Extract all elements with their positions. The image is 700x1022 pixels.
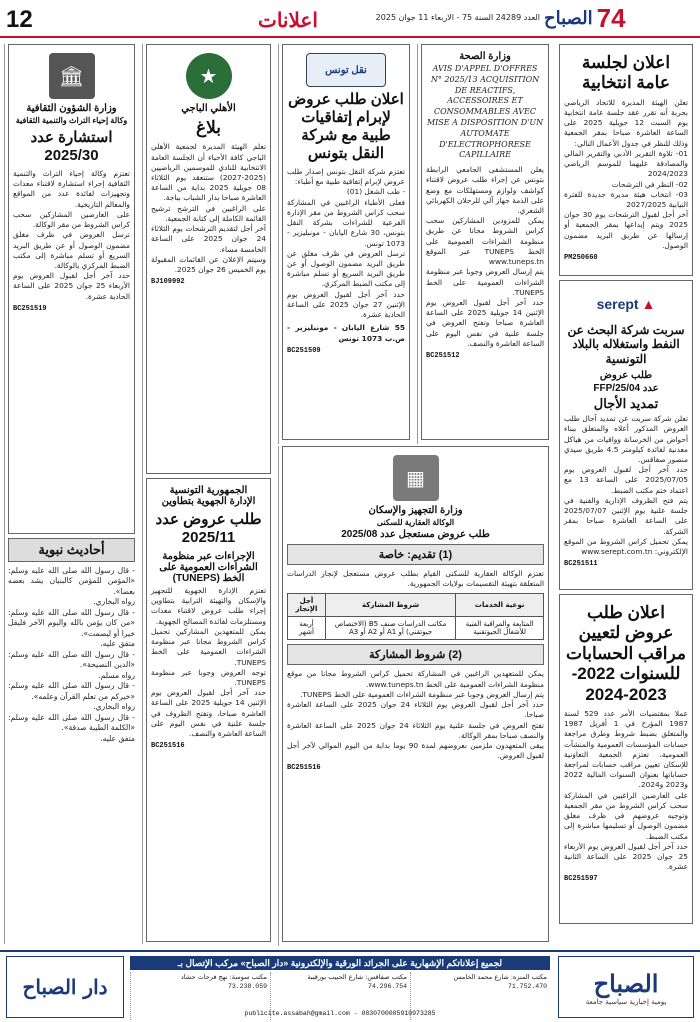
ministry-name: وزارة الصحة xyxy=(459,51,511,62)
section-heading: (1) تقديم: خاصة xyxy=(287,544,544,565)
ad-french-title: AVIS D'APPEL D'OFFRES N° 2025/13 ACQUISITION DE REACTIFS, ACCESSOIRES ET CONSOMMABLES AVEC MISE A DISPOSITION D'UN AUTOMATE D'ELECTROPHORESE CAPILLAIRE xyxy=(426,64,544,160)
office-name: مكتب المنزه: شارع محمد الخامس xyxy=(453,973,547,981)
logo-word: الصباح xyxy=(544,7,593,29)
footer-logo-dar[interactable]: دار الصباح xyxy=(6,956,124,1018)
column-5 xyxy=(4,44,138,944)
agency-name: الوكالة العقارية للسكنى xyxy=(376,518,455,527)
newspaper-logo[interactable] xyxy=(544,2,694,34)
hadith-heading: أحاديث نبوية xyxy=(8,538,135,562)
hadith-body: - قال رسول الله صلى الله عليه وسلم: «المؤمن للمؤمن كالبنيان يشد بعضه بعضا». رواه البخاري. - قال رسول الله صلى الله عليه وسلم: «من كان يؤمن بالله واليوم الآخر فليقل خيرا أو ليصمت». متفق عليه. - قال رسول الله صلى الله عليه وسلم: «الدين النصيحة». رواه مسلم. - قال رسول الله صلى الله عليه وسلم: «خيركم من تعلم القرآن وعلمه». رواه البخاري. - قال رسول الله صلى الله عليه وسلم: «الكلمة الطيبة صدقة». متفق عليه. xyxy=(8,566,135,743)
ad-body: تعتزم شركة النقل بتونس إصدار طلب عروض لإبرام إتفاقية طبية مع أطباء: - طب الشغل (01) فعلى الأطباء الراغبين في المشاركة سحب كراس الشروط من مقر الإدارة الفرعية للشراءات بشركة النقل بتونس، 30 شارع اليابان - مونبليزير - 1073 تونس. ترسل العروض في ظرف مغلق عن طريق البريد مضمون الوصول أو عن طريق البريد السريع أو تسلم مباشرة إلى مكتب الضبط المركزي. حدد آخر أجل لقبول العروض يوم الإثنين 27 جوان 2025 على الساعة الحادية عشرة. xyxy=(287,167,405,320)
transtu-logo: نقل تونس xyxy=(306,53,386,87)
office-name: مكتب سوسة: نهج فرحات حشاد xyxy=(180,973,267,981)
ministry-emblem-icon: 🏛 xyxy=(49,53,95,99)
ad-title: اعلان طلب عروض لإبرام إتفاقيات طبية مع شركة النقل بتونس xyxy=(288,91,404,162)
serept-logo: ▲ serept xyxy=(596,296,656,312)
ad-ref: BC251516 xyxy=(287,764,321,773)
ad-title: اعلان طلب عروض لتعيين مراقب الحسابات للسنوات 2022-2023-2024 xyxy=(566,603,686,704)
ministry-name: وزارة الشؤون الثقافية xyxy=(26,103,117,114)
ad-ref: BC251511 xyxy=(564,560,598,569)
table-cell: أربعة أشهر xyxy=(288,617,326,640)
logo-number: 74 xyxy=(596,2,626,33)
ad-title: طلب عروض عدد 2025/11 xyxy=(155,511,262,546)
column-1 xyxy=(556,44,696,944)
ad-body: يعلن المستشفى الجامعي الرابطة بتونس عن إجراء طلب عروض لاقتناء كواشف ولوازم ومستهلكات مع وضع على الذمة جهاز آلي للرحلان الكهربائي الشعري. يمكن للمزودين المشاركين سحب كراس الشروط مجانا عن طريق منظومة الشراءات العمومية على الخط TUNEPS عبر الموقع www.tuneps.tn يتم إرسال العروض وجوبا عبر منظومة الشراءات العمومية على الخط TUNEPS. حدد آخر أجل لقبول العروض يوم الإثنين 14 جويلية 2025 على الساعة العاشرة صباحا وتفتح العروض في جلسة علنية في نفس اليوم على الساعة العاشرة والنصف. xyxy=(426,165,544,348)
ad-body: تعلن شركة سربت عن تمديد آجال طلب العروض المذكور أعلاه والمتعلق ببناء أحواض من الخرسانة وواقيات من هياكل معدنية لفائدة كيلومتر 4.5 طريق سيدي منصور صفاقس. حدد آخر أجل لقبول العروض يوم 2025/07/05 على الساعة 13 مع اعتماد ختم مكتب الضبط. يتم فتح الظروف الإدارية والفنية في جلسة علنية يوم الإثنين 2025/07/07 على الساعة العاشرة صباحا بمقر الشركة. يمكن تحميل كراس الشروط من الموقع الإلكتروني: www.serept.com.tn xyxy=(564,414,688,557)
page-footer xyxy=(0,950,700,1022)
club-crest-icon: ★ xyxy=(186,53,232,99)
office-phone[interactable]: 74.296.754 xyxy=(367,983,407,991)
ad-ref: PM250660 xyxy=(564,254,598,263)
footer-banner: لجميع إعلاناتكم الإشهارية على الجرائد الورقية والإلكترونية «دار الصباح» مركب الإتصال بـ xyxy=(130,956,550,970)
ad-transtu xyxy=(282,44,410,440)
table-cell: مكاتب الدراسات صنف B5 (الاختصاص جيوتقني) أو A1 أو A2 أو A3 xyxy=(325,617,455,640)
ad-intro: تعتزم الوكالة العقارية للسكنى القيام بطلب عروض مستعجل لإنجاز الدراسات المتعلقة بتهيئة التقسيمات بولايات الجمهورية. xyxy=(287,569,544,589)
ad-club xyxy=(146,44,271,474)
ad-ref: BC251509 xyxy=(287,346,321,355)
agency-logo-icon: ▦ xyxy=(393,455,439,501)
ad-serept xyxy=(559,280,693,590)
ad-general-assembly xyxy=(559,44,693,276)
table-row xyxy=(288,617,544,640)
ad-sub: تمديد الأجال xyxy=(593,396,659,412)
ad-housing-agency xyxy=(278,446,552,946)
ad-auditor xyxy=(559,594,693,924)
club-name: الأهلي الباجي xyxy=(181,103,236,114)
ad-ref: BC251597 xyxy=(564,875,598,884)
dateline: العدد 24289 السنة 75 - الاربعاء 11 جوان 2025 xyxy=(375,13,540,22)
services-table xyxy=(287,593,544,640)
column-4 xyxy=(142,44,274,944)
ad-ref: BC251516 xyxy=(151,742,185,751)
ad-ref: BC251512 xyxy=(426,352,460,361)
office-phone[interactable]: 71.752.470 xyxy=(507,983,547,991)
ad-head: الجمهورية التونسية الإدارة الجهوية بتطاوين xyxy=(161,485,256,507)
table-header: شروط المشاركة xyxy=(325,594,455,617)
column-3 xyxy=(278,44,413,444)
ad-title: سربت شركة البحث عن النفط واستغلاله بالبلاد التونسية xyxy=(567,323,685,366)
column-2 xyxy=(417,44,552,444)
flame-icon: ▲ xyxy=(641,296,656,312)
table-header: أجل الإنجاز xyxy=(288,594,326,617)
section-title: اعلانات xyxy=(258,10,318,32)
office-phone[interactable]: 73.238.059 xyxy=(227,983,267,991)
ad-sub: الإجراءات عبر منظومة الشراءات العمومية على الخط (TUNEPS) xyxy=(159,551,258,584)
ad-sub: عدد FFP/25/04 xyxy=(593,383,659,395)
ad-body: تعتزم الإدارة الجهوية للتجهيز والإسكان والتهيئة الترابية بتطاوين إجراء طلب عروض لاقتناء معدات ومستلزمات لفائدة المصالح الجهوية. يمكن للمتعهدين المشاركين تحميل كراس الشروط مجانا عبر منظومة الشراءات العمومية على الخط TUNEPS. توجه العروض وجوبا عبر منظومة TUNEPS. حدد آخر أجل لقبول العروض يوم الإثنين 14 جويلية 2025 على الساعة العاشرة صباحا، وتفتح الظروف في جلسة علنية في نفس اليوم على الساعة العاشرة والنصف. xyxy=(151,586,266,739)
footer-logo-assabah[interactable]: الصباح يومية إخبارية سياسية جامعة xyxy=(558,956,694,1018)
ad-title: بلاغ xyxy=(195,118,222,137)
ad-body: تعتزم وكالة إحياء التراث والتنمية الثقافية إجراء استشارة لاقتناء معدات وتجهيزات لفائدة عدد من المواقع والمعالم التاريخية. على العارضين المشاركين سحب كراس الشروط من مقر الوكالة. ترسل العروض في ظرف مغلق مضمون الوصول أو عن طريق البريد السريع أو تسلم مباشرة إلى مكتب الضبط المركزي بالوكالة. حدد آخر أجل لقبول العروض يوم الأربعاء 25 جوان 2025 على الساعة الحادية عشرة. xyxy=(13,169,130,301)
ad-tataouine xyxy=(146,478,271,942)
ad-culture xyxy=(8,44,135,534)
office-name: مكتب صفاقس: شارع الحبيب بورقيبة xyxy=(307,973,407,981)
ad-sub: وكالة إحياء التراث والتنمية الثقافية xyxy=(15,116,128,125)
ad-hospital xyxy=(421,44,549,440)
ad-title: طلب عروض مستعجل عدد 2025/08 xyxy=(341,529,490,540)
ad-body: تعلم الهيئة المديرة لجمعية الأهلي الباجي كافة الأحباء أن الجلسة العامة الانتخابية للنادي للموسمين الرياضيين (2025-2027) ستنعقد يوم الثلاثاء 08 جويلية 2025 بداية من الساعة العاشرة صباحا بدار الشباب بباجة. على الراغبين في الترشح ترشيح القائمة الكاملة إلى كتابة الجمعية. آخر أجل لتقديم الترشحات يوم الثلاثاء 24 جوان 2025 على الساعة الخامسة مساء. وسيتم الإعلان عن القائمات المقبولة يوم الخميس 26 جوان 2025. xyxy=(151,142,266,275)
page-header xyxy=(0,0,700,38)
ad-sub: طلب عروض xyxy=(599,370,653,382)
table-cell: المتابعة والمراقبة الفنية للأشغال الجيوتقنية xyxy=(456,617,544,640)
page-number: 12 xyxy=(6,6,33,33)
ad-ref: BC251519 xyxy=(13,304,47,313)
ad-ref: BJ109992 xyxy=(151,278,185,287)
ad-address: 55 شارع اليابان - مونبليزير - ص.ب 1073 تونس xyxy=(287,323,405,343)
ad-body: عملا بمقتضيات الأمر عدد 529 لسنة 1987 المؤرخ في 1 أفريل 1987 والمتعلق بضبط شروط وطرق مراجعة حسابات المؤسسات العمومية والمنشآت العمومية، تعتزم الجمعية التعاونية للإسكان تعيين مراقب حسابات لمراجعة حساباتها بعنوان السنوات المالية 2022 و2023 و2024. على العارضين الراغبين في المشاركة سحب كراس الشروط من مقر الجمعية وتوجيه عروضهم في ظرف مغلق مضمون الوصول أو تسليمها مباشرة إلى مكتب الضبط. حدد آخر أجل لقبول العروض يوم الأربعاء 25 جوان 2025 على الساعة الثانية عشرة. xyxy=(564,708,688,872)
ad-title: استشارة عدد 2025/30 xyxy=(30,129,113,164)
table-header: نوعية الخدمات xyxy=(456,594,544,617)
section-heading: (2) شروط المشاركة xyxy=(287,644,544,665)
ad-body: تعلن الهيئة المديرة للاتحاد الرياضي بجربة أنه تقرر عقد جلسة عامة انتخابية يوم السبت 12 جويلية 2025 على الساعة العاشرة صباحا بمقر الجمعية وذلك للنظر في جدول الأعمال التالي: 01- تلاوة التقرير الأدبي والتقرير المالي والمصادقة عليهما للموسم الرياضي 2024/2023 02- النظر في الترشحات 03- انتخاب هيئة مديرة جديدة للفترة النيابية 2027/2025 آخر أجل لقبول الترشحات يوم 30 جوان 2025 ويتم إيداعها بمقر الجمعية أو إرسالها عن طريق البريد مضمون الوصول. xyxy=(564,97,689,250)
ministry-name: وزارة التجهيز والإسكان xyxy=(368,505,463,516)
ad-body: يمكن للمتعهدين الراغبين في المشاركة تحميل كراس الشروط مجانا من موقع منظومة الشراءات العمومية على الخط www.tuneps.tn. يتم إرسال العروض وجوبا عبر منظومة الشراءات العمومية على الخط TUNEPS. حدد آخر أجل لقبول العروض يوم الثلاثاء 24 جوان 2025 على الساعة العاشرة صباحا. تفتح العروض في جلسة علنية يوم الثلاثاء 24 جوان 2025 على الساعة العاشرة والنصف صباحا بمقر الوكالة. يبقى المتعهدون ملزمين بعروضهم لمدة 90 يوما بداية من اليوم الموالي لآخر أجل لقبول العروض. xyxy=(287,669,544,761)
footer-email[interactable]: publicite.assabah@gmail.com - 0830700005910973285 xyxy=(244,1010,436,1017)
ad-title: اعلان لجلسة عامة انتخابية xyxy=(581,53,671,93)
